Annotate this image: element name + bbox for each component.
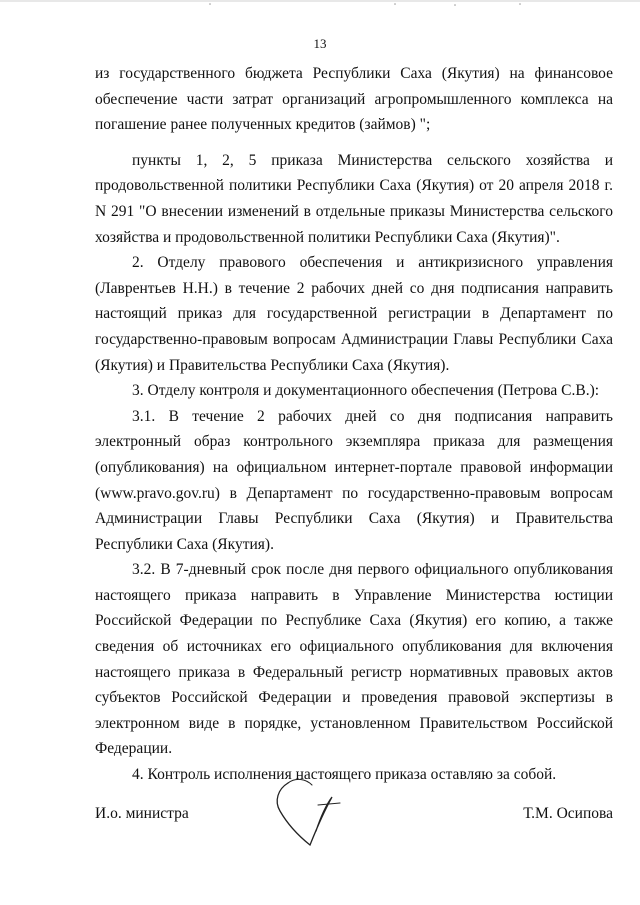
handwritten-signature [270, 775, 360, 855]
paragraph-continuation: из государственного бюджета Республики Саха (Якутия) на финансовое обеспечение части затрат организаций агропромышленного комплекса на погашение ранее полученных кредитов (займов) "; [95, 65, 613, 134]
scan-edge-noise [0, 0, 640, 10]
paragraph-item-4: 4. Контроль исполнения настоящего приказа оставляю за собой. [132, 766, 557, 784]
signatory-title: И.о. министра [95, 805, 189, 822]
document-body [95, 61, 613, 788]
signature-block [95, 805, 613, 865]
page-number: 13 [313, 36, 327, 51]
paragraph-item-2: 2. Отделу правового обеспечения и антикризисного управления (Лаврентьев Н.Н.) в течение 2 рабочих дней со дня подписания направить настоящий приказ для государственной регистрации в Департамент по государственно-правовым вопросам Администрации Главы Республики Саха (Якутия) и Правительства Республики Саха (Якутия). [95, 254, 613, 374]
signatory-name: Т.М. Осипова [523, 805, 613, 822]
paragraph-repealed-items: пункты 1, 2, 5 приказа Министерства сельского хозяйства и продовольственной политики Республики Саха (Якутия) от 20 апреля 2018 г. N 291 "О внесении изменений в отдельные приказы Министерства сельского хозяйства и продовольственной политики Республики Саха (Якутия)". [95, 151, 613, 246]
paragraph-item-3: 3. Отделу контроля и документационного обеспечения (Петрова С.В.): [132, 382, 600, 400]
paragraph-item-3-1: 3.1. В течение 2 рабочих дней со дня подписания направить электронный образ контрольного экземпляра приказа для размещения (опубликования) на официальном интернет-портале правовой информации (www.pravo.gov.ru) в Департамент по государственно-правовым вопросам Администрации Главы Республики Саха (Якутия) и Правительства Республики Саха (Якутия). [95, 407, 613, 553]
paragraph-item-3-2: 3.2. В 7-дневный срок после дня первого официального опубликования настоящего приказа направить в Управление Министерства юстиции Российской Федерации по Республике Саха (Якутия) его копию, а также сведения об источниках его официального опубликования для включения настоящего приказа в Федеральный регистр нормативных правовых актов субъектов Российской Федерации и проведения правовой экспертизы в электронном виде в порядке, установленном Правительством Российской Федерации. [95, 561, 613, 758]
